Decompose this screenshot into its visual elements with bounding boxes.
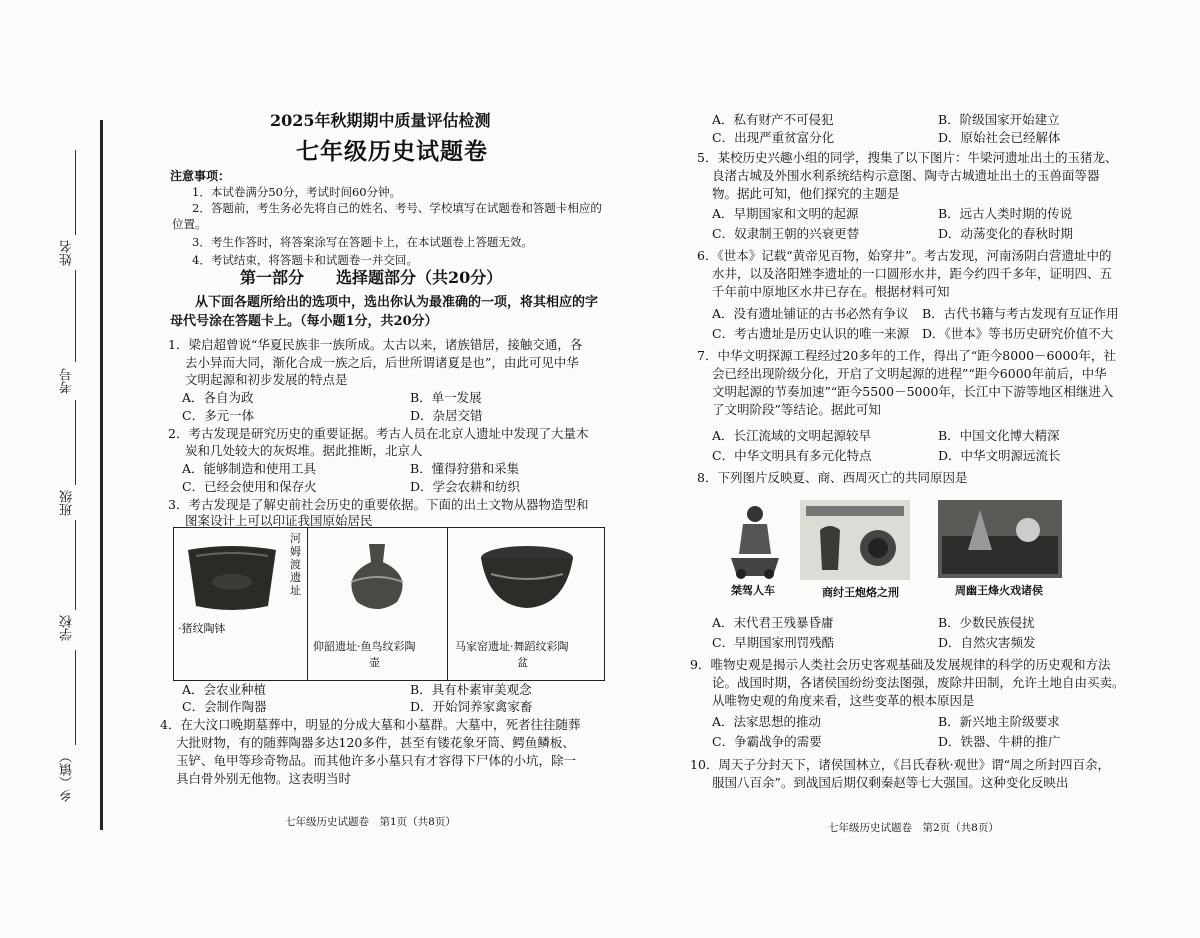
fish-bird-pot-caption: 仰韶遗址·鱼鸟纹彩陶 xyxy=(313,640,416,653)
q8-option-b: B．少数民族侵扰 xyxy=(938,615,1035,630)
notes-title: 注意事项： xyxy=(170,169,231,183)
q9-line-3: 从唯物史观的角度来看，这些变革的根本原因是 xyxy=(712,693,975,708)
section-title: 第一部分 选择题部分（共20分） xyxy=(240,268,503,287)
pig-bowl-caption: ·猪纹陶钵 xyxy=(178,622,226,635)
king-zhou-torture-image xyxy=(800,500,910,580)
q2-option-a: A．能够制造和使用工具 xyxy=(182,461,317,476)
q9-line-2: 论。战国时期，各诸侯国纷纷变法图强，废除井田制，允许土地自由买卖。 xyxy=(712,675,1125,690)
note-4: 4．考试结束，将答题卡和试题卷一并交回。 xyxy=(192,253,418,267)
q8-line-1: 8．下列图片反映夏、商、西周灭亡的共同原因是 xyxy=(697,470,968,485)
q3-option-d: D．开始饲养家禽家畜 xyxy=(410,699,533,714)
q1-option-c: C．多元一体 xyxy=(182,408,255,423)
q4-option-a: A．私有财产不可侵犯 xyxy=(712,112,834,127)
fish-bird-pot-caption-2: 壶 xyxy=(369,656,380,669)
q3-option-b: B．具有朴素审美观念 xyxy=(410,682,532,697)
exam-title: 2025年秋期期中质量评估检测 xyxy=(270,111,491,130)
q2-option-b: B．懂得狩猎和采集 xyxy=(410,461,520,476)
note-3: 3．考生作答时，将答案涂写在答题卡上，在本试题卷上答题无效。 xyxy=(192,235,533,249)
q9-line-1: 9．唯物史观是揭示人类社会历史客观基础及发展规律的科学的历史观和方法 xyxy=(690,657,1111,672)
binding-margin-line xyxy=(100,120,103,830)
q9-option-c: C．争霸战争的需要 xyxy=(712,734,822,749)
q7-option-c: C．中华文明具有多元化特点 xyxy=(712,448,872,463)
note-1: 1．本试卷满分50分，考试时间60分钟。 xyxy=(192,185,402,199)
jie-rides-people-cart-image xyxy=(725,502,785,580)
artifact-table xyxy=(173,527,605,681)
q8-option-d: D．自然灾害频发 xyxy=(938,635,1036,650)
q8-option-a: A．末代君王残暴昏庸 xyxy=(712,615,834,630)
q7-option-b: B．中国文化博大精深 xyxy=(938,428,1060,443)
q7-option-d: D．中华文明源远流长 xyxy=(938,448,1061,463)
q4-line-1: 4．在大汶口晚期墓葬中，明显的分成大墓和小墓群。大墓中，死者往往随葬 xyxy=(160,717,581,732)
q5-line-3: 物。据此可知，他们探究的主题是 xyxy=(712,186,900,201)
q7-line-2: 会已经出现阶级分化，开启了文明起源的进程”“距今6000年前后，中华 xyxy=(712,366,1107,381)
q7-line-4: 了文明阶段”等结论。据此可知 xyxy=(712,402,881,417)
q6-line-1: 6．《世本》记载“黄帝见百物，始穿井”。考古发现，河南汤阴白营遗址中的 xyxy=(697,248,1112,263)
q1-line-3: 文明起源和初步发展的特点是 xyxy=(185,372,348,387)
hemudu-site-caption: 河姆渡遗址 xyxy=(290,532,301,597)
paper-title: 七年级历史试题卷 xyxy=(296,138,488,165)
q5-line-2: 良渚古城及外围水利系统结构示意图、陶寺古城遗址出土的玉兽面等器 xyxy=(712,168,1100,183)
q5-option-c: C．奴隶制王朝的兴衰更替 xyxy=(712,226,860,241)
q5-option-a: A．早期国家和文明的起源 xyxy=(712,206,859,221)
q10-line-1: 10．周天子分封天下，诸侯国林立，《吕氏春秋·观世》谓“周之所封四百余， xyxy=(690,757,1111,772)
beacon-fire-image xyxy=(938,500,1062,578)
exam-no-label: 考号 xyxy=(60,368,75,394)
q10-line-2: 服国八百余”。到战国后期仅剩秦赵等七大强国。这种变化反映出 xyxy=(712,775,1069,790)
q2-line-1: 2．考古发现是研究历史的重要证据。考古人员在北京人遗址中发现了大量木 xyxy=(168,426,589,441)
q8-caption-2: 商纣王炮烙之刑 xyxy=(822,586,899,599)
q6-option-c: C．考古遗址是历史认识的唯一来源 xyxy=(712,326,910,341)
q6-option-d: D．《世本》等书历史研究价值不大 xyxy=(922,326,1114,341)
note-2: 2．答题前，考生务必先将自己的姓名、考号、学校填写在试题卷和答题卡相应的 xyxy=(192,201,602,215)
exam-no-blank xyxy=(75,270,76,362)
q4-option-d: D．原始社会已经解体 xyxy=(938,130,1061,145)
artifact-cell-3 xyxy=(447,528,604,680)
q2-option-d: D．学会农耕和纺织 xyxy=(410,479,521,494)
class-label: 班级 xyxy=(60,490,75,516)
school-label: 学校 xyxy=(60,615,75,641)
q3-option-a: A．会农业种植 xyxy=(182,682,267,697)
artifact-cell-1 xyxy=(174,528,308,680)
school-blank xyxy=(75,520,76,610)
q2-option-c: C．已经会使用和保存火 xyxy=(182,479,317,494)
q4-option-b: B．阶级国家开始建立 xyxy=(938,112,1060,127)
q1-option-d: D．杂居交错 xyxy=(410,408,483,423)
section-instruction-2: 母代号涂在答题卡上。（每小题1分，共20分） xyxy=(170,314,438,329)
q1-option-b: B．单一发展 xyxy=(410,390,482,405)
q4-line-3: 玉铲、龟甲等珍奇物品。而其他许多小墓只有才容得下尸体的小坑，除一 xyxy=(176,753,577,768)
name-label: 姓名 xyxy=(60,240,75,266)
dance-pattern-basin-image xyxy=(477,544,577,614)
dance-basin-caption-2: 盆 xyxy=(517,656,528,669)
q9-option-b: B．新兴地主阶级要求 xyxy=(938,714,1060,729)
q8-option-c: C．早期国家刑罚残酷 xyxy=(712,635,835,650)
q7-line-3: 文明起源的节奏加速”“距今5500－5000年，长江中下游等地区相继进入 xyxy=(712,384,1114,399)
q1-option-a: A．各自为政 xyxy=(182,390,254,405)
q9-option-d: D．铁器、牛耕的推广 xyxy=(938,734,1061,749)
q5-line-1: 5．某校历史兴趣小组的同学，搜集了以下图片：牛梁河遗址出土的玉猪龙、 xyxy=(697,150,1118,165)
footer-page-2: 七年级历史试题卷 第2页（共8页） xyxy=(828,822,999,834)
artifact-cell-2 xyxy=(307,528,448,680)
township-label: 乡（镇） xyxy=(60,750,75,802)
q4-line-4: 具白骨外别无他物。这表明当时 xyxy=(176,771,352,786)
q7-line-1: 7．中华文明探源工程经过20多年的工作，得出了“距今8000－6000年，社 xyxy=(697,348,1116,363)
q4-line-2: 大批财物，有的随葬陶器多达120多件，甚至有镂花象牙筒、鳄鱼鳞板、 xyxy=(176,735,575,750)
q3-line-1: 3．考古发现是了解史前社会历史的重要依据。下面的出土文物从器物造型和 xyxy=(168,497,589,512)
q6-option-a: A．没有遗址铺证的古书必然有争议 xyxy=(712,306,909,321)
q7-option-a: A．长江流域的文明起源较早 xyxy=(712,428,872,443)
q6-line-2: 水井，以及洛阳矬李遗址的一口圆形水井，距今约四千多年，证明四、五 xyxy=(712,266,1113,281)
q3-line-2: 图案设计上可以印证我国原始居民 xyxy=(185,513,373,528)
township-blank xyxy=(75,650,76,745)
q6-line-3: 千年前中原地区水井已存在。根据材料可知 xyxy=(712,284,950,299)
q2-line-2: 炭和几处较大的灰烬堆。据此推断，北京人 xyxy=(185,443,423,458)
section-instruction-1: 从下面各题所给出的选项中，选出你认为最准确的一项，将其相应的字 xyxy=(195,295,599,310)
name-blank xyxy=(75,150,76,235)
q1-line-2: 去小异而大同，渐化合成一族之后，后世所谓诸夏是也”，由此可见中华 xyxy=(185,355,579,370)
q8-caption-3: 周幽王烽火戏诸侯 xyxy=(955,584,1043,597)
q5-option-b: B．远古人类时期的传说 xyxy=(938,206,1073,221)
note-2-cont: 位置。 xyxy=(172,217,207,231)
pig-pattern-bowl-image xyxy=(184,542,280,612)
q4-option-c: C．出现严重贫富分化 xyxy=(712,130,835,145)
q1-line-1: 1．梁启超曾说“华夏民族非一族所成。太古以来，诸族错居，接触交通，各 xyxy=(168,337,583,352)
q3-option-c: C．会制作陶器 xyxy=(182,699,267,714)
footer-page-1: 七年级历史试题卷 第1页（共8页） xyxy=(285,816,456,828)
q6-option-b: B．古代书籍与考古发现有互证作用 xyxy=(922,306,1119,321)
class-blank xyxy=(75,400,76,485)
q5-option-d: D．动荡变化的春秋时期 xyxy=(938,226,1074,241)
q9-option-a: A．法家思想的推动 xyxy=(712,714,822,729)
fish-bird-pot-image xyxy=(337,542,417,618)
dance-basin-caption: 马家窑遗址·舞蹈纹彩陶 xyxy=(455,640,569,653)
q8-caption-1: 桀驾人车 xyxy=(731,584,775,597)
